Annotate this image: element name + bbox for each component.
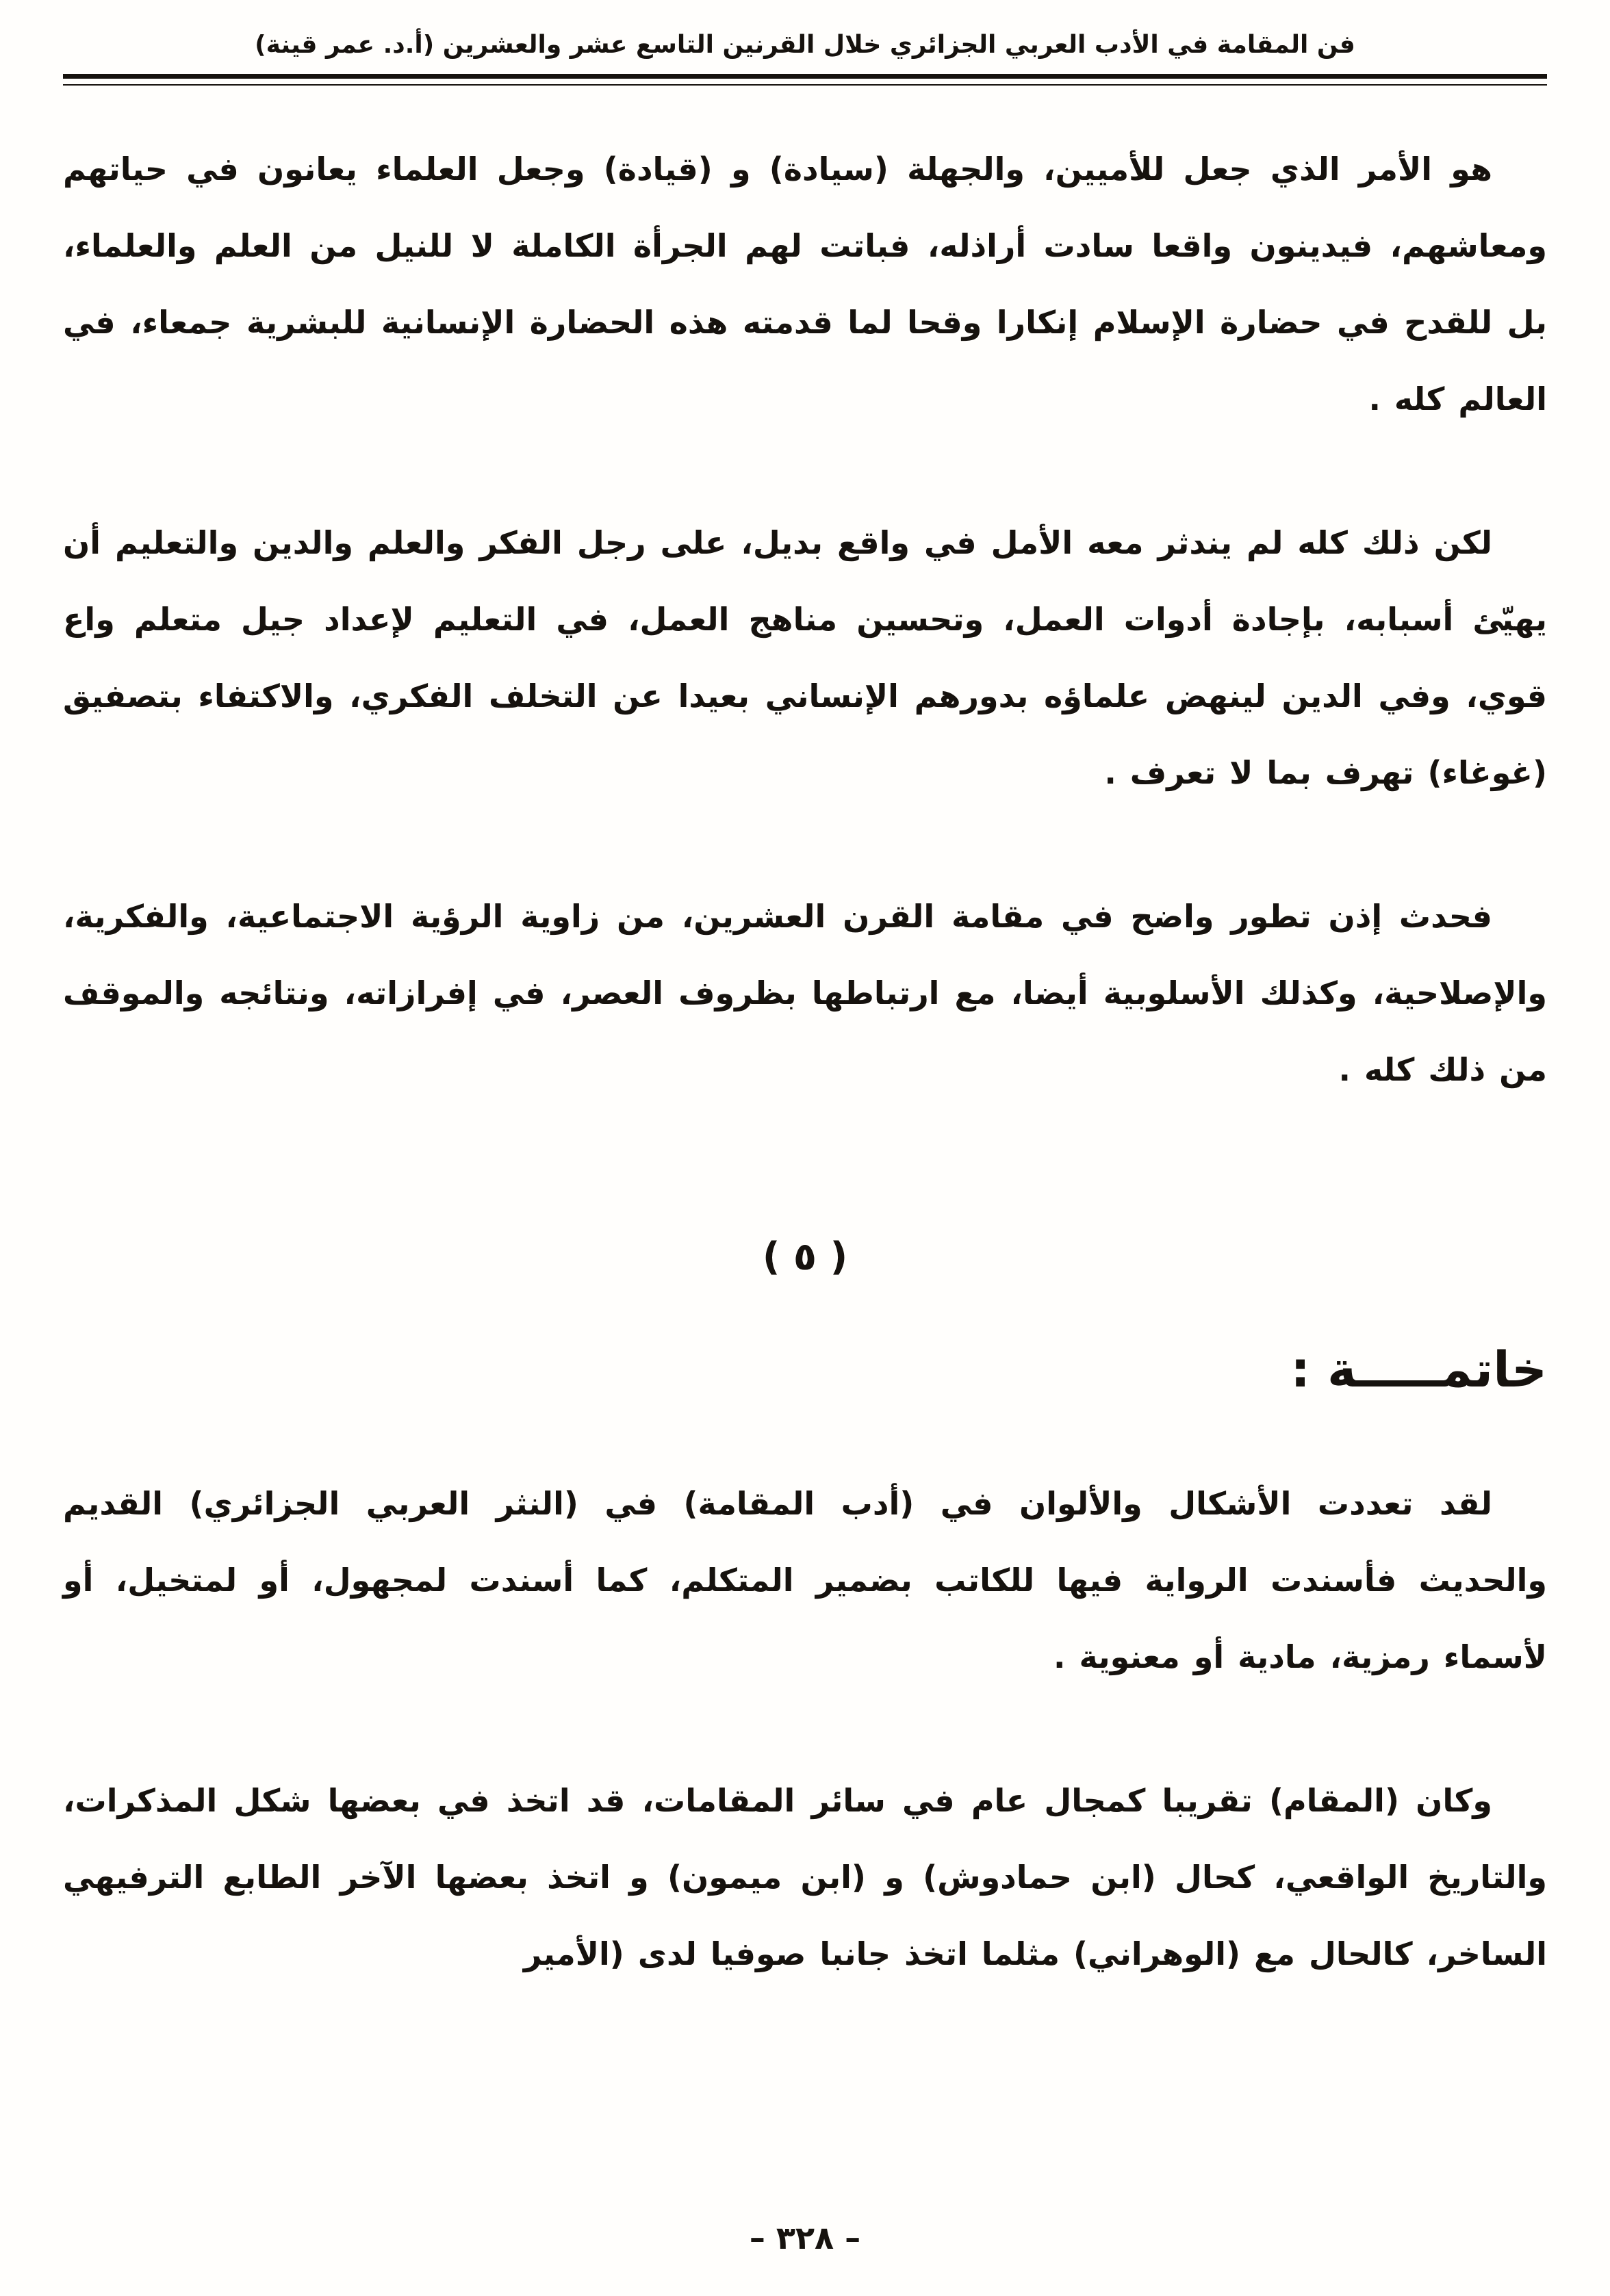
page-footer xyxy=(0,2219,1610,2256)
conclusion-paragraph: وكان (المقام) تقريبا كمجال عام في سائر المقامات، قد اتخذ في بعضها شكل المذكرات، والتاريخ الواقعي، كحال (ابن حمادوش) و (ابن ميمون) و اتخذ بعضها الآخر الطابع الترفيهي الساخر، كالحال مع (الوهراني) مثلما اتخذ جانبا صوفيا لدى (الأمير xyxy=(63,1782,1547,1973)
body-paragraph: هو الأمر الذي جعل للأميين، والجهلة (سيادة) و (قيادة) وجعل العلماء يعانون في حياتهم ومعاشهم، فيدينون واقعا سادت أراذله، فباتت لهم الجرأة الكاملة لا للنيل من العلم والعلماء، بل للقدح في حضارة الإسلام إنكارا وقحا لما قدمته هذه الحضارة الإنسانية للبشرية جمعاء، في العالم كله . xyxy=(63,151,1547,418)
page-number: – ٣٢٨ – xyxy=(749,2219,861,2256)
body-paragraph: فحدث إذن تطور واضح في مقامة القرن العشرين، من زاوية الرؤية الاجتماعية، والفكرية، والإصلاحية، وكذلك الأسلوبية أيضا، مع ارتباطها بظروف العصر، في إفرازاته، ونتائجه والموقف من ذلك كله . xyxy=(63,898,1547,1089)
conclusion-paragraph: لقد تعددت الأشكال والألوان في (أدب المقامة) في (النثر العربي الجزائري) القديم والحديث فأسندت الرواية فيها للكاتب بضمير المتكلم، كما أسندت لمجهول، أو لمتخيل، أو لأسماء رمزية، مادية أو معنوية . xyxy=(63,1485,1547,1676)
conclusion-heading: خاتمـــــة : xyxy=(1290,1341,1547,1399)
header-rule xyxy=(63,74,1547,86)
section-number: ( ٥ ) xyxy=(762,1235,848,1280)
body-paragraph: لكن ذلك كله لم يندثر معه الأمل في واقع بديل، على رجل الفكر والعلم والدين والتعليم أن يهيّئ أسبابه، بإجادة أدوات العمل، وتحسين مناهج العمل، في التعليم لإعداد جيل متعلم واع قوي، وفي الدين لينهض علماؤه بدورهم الإنساني بعيدا عن التخلف الفكري، والاكتفاء بتصفيق (غوغاء) تهرف بما لا تعرف . xyxy=(63,524,1547,792)
header-rule-thick xyxy=(63,74,1547,79)
running-title: فن المقامة في الأدب العربي الجزائري خلال القرنين التاسع عشر والعشرين (أ.د. عمر قينة) xyxy=(255,31,1355,59)
page-body xyxy=(0,86,1610,1992)
page-header xyxy=(0,0,1610,86)
